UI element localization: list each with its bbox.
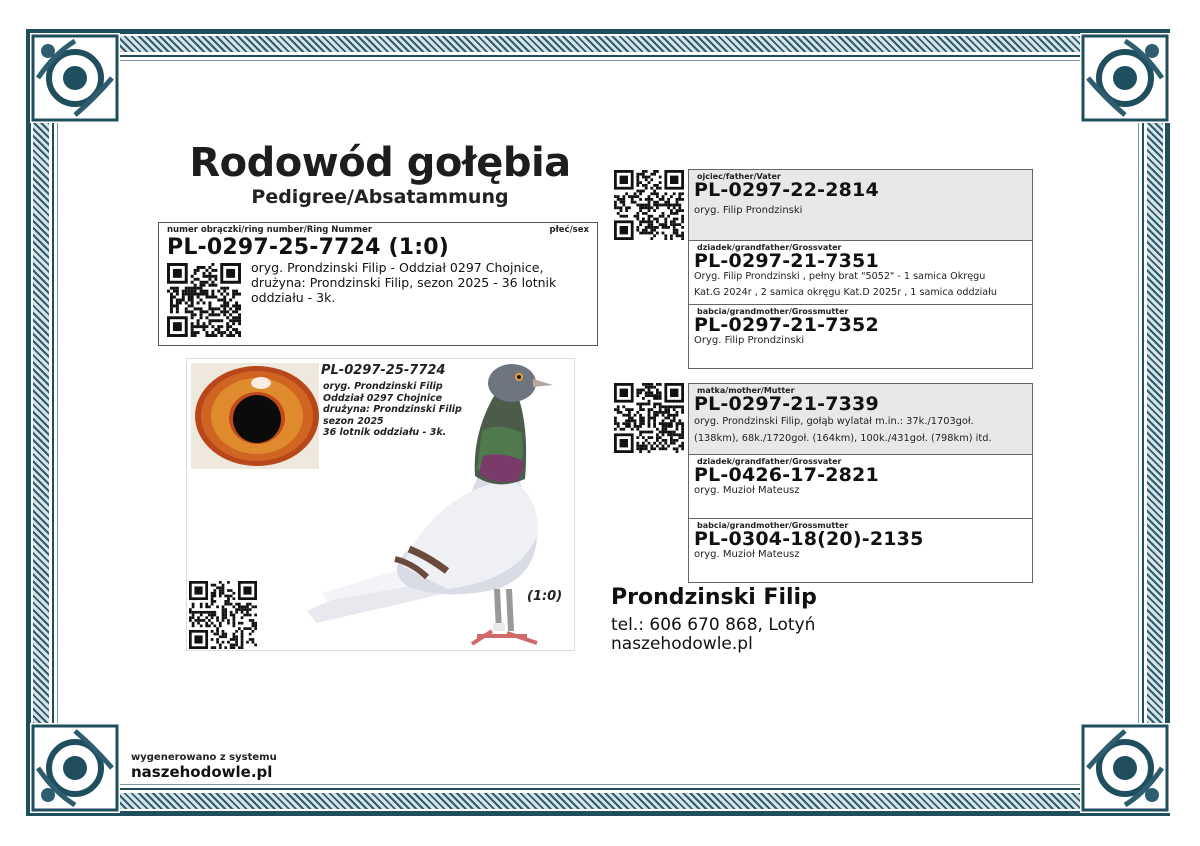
corner-ornament-top-right <box>1080 33 1170 123</box>
mother-ring: PL-0297-21-7339 <box>694 393 879 415</box>
bird-photo-card <box>186 358 575 651</box>
mother-qr-code <box>614 383 684 453</box>
father-desc <box>694 203 1032 219</box>
mother-desc-line-2: (138km), 68k./1720goł. (164km), 100k./431goł. (798km) itd. <box>694 433 992 444</box>
photo-line-4: sezon 2025 <box>323 415 384 427</box>
paternal-grandmother-label: babcia/grandmother/Grossmutter <box>697 307 849 316</box>
paternal-grandfather-label: dziadek/grandfather/Grossvater <box>697 243 842 252</box>
paternal-grandmother-cell <box>689 305 1032 368</box>
father-ring: PL-0297-22-2814 <box>694 179 879 201</box>
paternal-grandmother-desc-line-1: Oryg. Filip Prondzinski <box>694 335 805 346</box>
mother-line-box <box>688 383 1033 583</box>
photo-sex: (1:0) <box>527 589 563 604</box>
maternal-grandmother-desc-line-1: oryg. Muzioł Mateusz <box>694 549 800 560</box>
maternal-grandfather-ring: PL-0426-17-2821 <box>694 464 879 486</box>
photo-qr-code <box>189 581 257 649</box>
paternal-grandmother-desc <box>694 333 1032 349</box>
paternal-grandfather-desc-line-1: Oryg. Filip Prondzinski , pełny brat "5052" - 1 samica Okręgu <box>694 271 986 282</box>
generated-site-link[interactable]: naszehodowle.pl <box>131 763 273 781</box>
photo-line-5: 36 lotnik oddziału - 3k. <box>323 427 447 438</box>
paternal-grandmother-ring: PL-0297-21-7352 <box>694 314 879 336</box>
mother-desc-line-1: oryg. Prondzinski Filip, gołąb wylatał m.in.: 37k./1703goł. <box>694 416 974 427</box>
mother-desc <box>694 413 1032 447</box>
maternal-grandfather-desc <box>694 483 1032 499</box>
father-desc-line-1: oryg. Filip Prondzinski <box>694 205 803 216</box>
corner-ornament-bottom-left <box>30 723 120 813</box>
frame-band-left <box>33 36 49 809</box>
maternal-grandmother-label: babcia/grandmother/Grossmutter <box>697 521 849 530</box>
maternal-grandmother-desc <box>694 547 1032 563</box>
page-subtitle: Pedigree/Absatammung <box>251 186 509 208</box>
generated-label: wygenerowano z systemu <box>131 752 277 763</box>
sex-label: płeć/sex <box>549 225 589 235</box>
frame-band-bottom <box>33 793 1163 809</box>
paternal-grandfather-cell <box>689 241 1032 305</box>
frame-band-right <box>1147 36 1163 809</box>
mother-cell <box>689 384 1032 455</box>
photo-line-3: drużyna: Prondzinski Filip <box>323 404 462 415</box>
paternal-grandfather-desc-line-2: Kat.G 2024r , 2 samica okręgu Kat.D 2025r , 1 samica oddziału <box>694 287 997 298</box>
father-label: ojciec/father/Vater <box>697 172 781 181</box>
owner-name: Prondzinski Filip <box>611 585 817 610</box>
corner-ornament-bottom-right <box>1080 723 1170 813</box>
bird-description: oryg. Prondzinski Filip - Oddział 0297 Chojnice, drużyna: Prondzinski Filip, sezon 2025 - 36 lotnik oddziału - 3k. <box>251 260 557 305</box>
bird-qr-code <box>167 263 241 337</box>
corner-ornament-top-left <box>30 33 120 123</box>
father-cell <box>689 170 1032 241</box>
father-qr-code <box>614 170 684 240</box>
photo-line-2: Oddział 0297 Chojnice <box>323 392 443 404</box>
maternal-grandfather-label: dziadek/grandfather/Grossvater <box>697 457 842 466</box>
frame-band-top <box>33 36 1163 52</box>
photo-ring-number: PL-0297-25-7724 <box>321 363 446 378</box>
bird-ring-box <box>158 222 598 346</box>
bird-ring-number: PL-0297-25-7724 (1:0) <box>167 235 449 260</box>
owner-website: naszehodowle.pl <box>611 634 753 654</box>
paternal-grandfather-desc <box>694 269 1032 301</box>
maternal-grandfather-cell <box>689 455 1032 519</box>
paternal-grandfather-ring: PL-0297-21-7351 <box>694 250 879 272</box>
maternal-grandmother-ring: PL-0304-18(20)-2135 <box>694 528 924 550</box>
page-title: Rodowód gołębia <box>189 140 571 186</box>
maternal-grandmother-cell <box>689 519 1032 582</box>
owner-phone: tel.: 606 670 868, Lotyń <box>611 615 816 635</box>
photo-line-1: oryg. Prondzinski Filip <box>323 381 443 392</box>
maternal-grandfather-desc-line-1: oryg. Muzioł Mateusz <box>694 485 800 496</box>
ring-number-label: numer obrączki/ring number/Ring Nummer <box>167 225 373 235</box>
mother-label: matka/mother/Mutter <box>697 386 795 395</box>
pigeon-illustration <box>297 361 575 651</box>
father-line-box <box>688 169 1033 369</box>
